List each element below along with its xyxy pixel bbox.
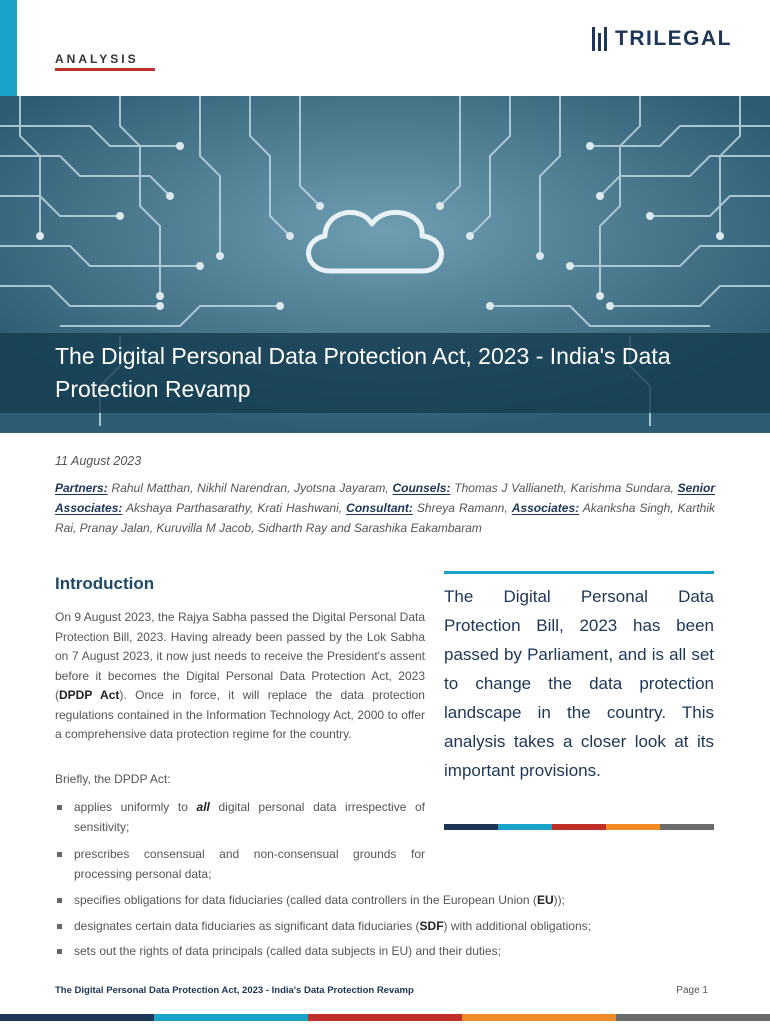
page-number: Page 1 <box>676 985 708 996</box>
stripe <box>308 1014 462 1021</box>
section-heading: Introduction <box>55 574 155 593</box>
stripe <box>498 824 552 830</box>
item-text: ) with additional obligations; <box>443 918 591 933</box>
list-item <box>55 917 735 937</box>
associates-label: Associates: <box>511 501 580 515</box>
callout-top-rule <box>444 571 714 574</box>
footer-title: The Digital Personal Data Protection Act, 2023 - India's Data Protection Revamp <box>55 985 414 996</box>
consultant-name: Shreya Ramann, <box>416 501 508 515</box>
list-intro: Briefly, the DPDP Act: <box>55 772 171 786</box>
associates-names: Akanksha Singh, Karthik Rai, Pranay Jalan, Kuruvilla M Jacob, Sidharth Ray and Sarashika Eakambaram <box>55 501 715 535</box>
intro-paragraph <box>55 608 425 745</box>
item-text: applies uniformly to <box>74 800 197 814</box>
document-title: The Digital Personal Data Protection Act, 2023 - India's Data Protection Revamp <box>55 343 671 402</box>
stripe <box>0 1014 154 1021</box>
callout-quote: The Digital Personal Data Protection Bill, 2023 has been passed by Parliament, and is all set to change the data protection landscape in the country. This analysis takes a closer look at its important provisions. <box>444 587 714 780</box>
senior-associates-names: Akshaya Parthasarathy, Krati Hashwani, <box>126 501 343 515</box>
stripe <box>154 1014 308 1021</box>
footer-color-stripes <box>0 1014 770 1021</box>
bullet-icon <box>57 924 62 929</box>
para-text: ). Once in force, it will replace the data protection regulations contained in the Information Technology Act, 2000 to offer a comprehensive data protection regime for the country. <box>55 688 425 741</box>
counsels-names: Thomas J Vallianeth, Karishma Sundara, <box>454 481 674 495</box>
bullet-icon <box>57 949 62 954</box>
consultant-label: Consultant: <box>346 501 413 515</box>
hero-image <box>0 96 770 433</box>
bullet-list <box>55 891 735 968</box>
partners-label: Partners: <box>55 481 108 495</box>
stripe <box>552 824 606 830</box>
logo-mark-icon <box>592 27 607 51</box>
section-label: ANALYSIS <box>55 52 139 66</box>
item-text: prescribes consensual and non-consensual grounds for processing personal data; <box>74 847 425 881</box>
partners-names: Rahul Matthan, Nikhil Narendran, Jyotsna Jayaram, <box>111 481 389 495</box>
authors-block <box>55 478 715 538</box>
item-text: sets out the rights of data principals (called data subjects in EU) and their duties; <box>74 944 501 958</box>
list-item <box>55 942 735 962</box>
defined-term: EU <box>536 893 554 907</box>
callout-color-stripes <box>444 824 714 830</box>
trilegal-logo <box>592 27 732 51</box>
stripe <box>462 1014 616 1021</box>
item-text: )); <box>553 893 565 907</box>
defined-term: SDF <box>419 918 444 933</box>
logo-text: TRILEGAL <box>615 27 732 50</box>
list-item <box>55 845 425 884</box>
bullet-icon <box>57 852 62 857</box>
bullet-list <box>55 798 425 892</box>
list-item <box>55 798 425 837</box>
stripe <box>616 1014 770 1021</box>
bullet-icon <box>57 805 62 810</box>
item-text: digital personal data irrespective of sensitivity; <box>74 800 425 834</box>
item-text: designates certain data fiduciaries as significant data fiduciaries ( <box>74 918 420 933</box>
defined-term: DPDP Act <box>59 688 120 702</box>
counsels-label: Counsels: <box>392 481 451 495</box>
bullet-icon <box>57 898 62 903</box>
para-text: On 9 August 2023, the Rajya Sabha passed the Digital Personal Data Protection Bill, 2023. Having already been passed by the Lok Sabha on 7 August 2023, it now just needs to receive the President's assent before it becomes the Digital Personal Data Protection Act, 2023 ( <box>55 610 425 702</box>
publish-date: 11 August 2023 <box>55 454 142 468</box>
item-text: specifies obligations for data fiduciaries (called data controllers in the European Union ( <box>74 893 537 907</box>
accent-bar <box>0 0 17 96</box>
senior-associates-label: Senior Associates: <box>55 481 715 515</box>
stripe <box>606 824 660 830</box>
emphasis-text: all <box>196 800 210 814</box>
stripe <box>444 824 498 830</box>
stripe <box>660 824 714 830</box>
list-item <box>55 891 735 911</box>
section-underline <box>55 68 155 71</box>
